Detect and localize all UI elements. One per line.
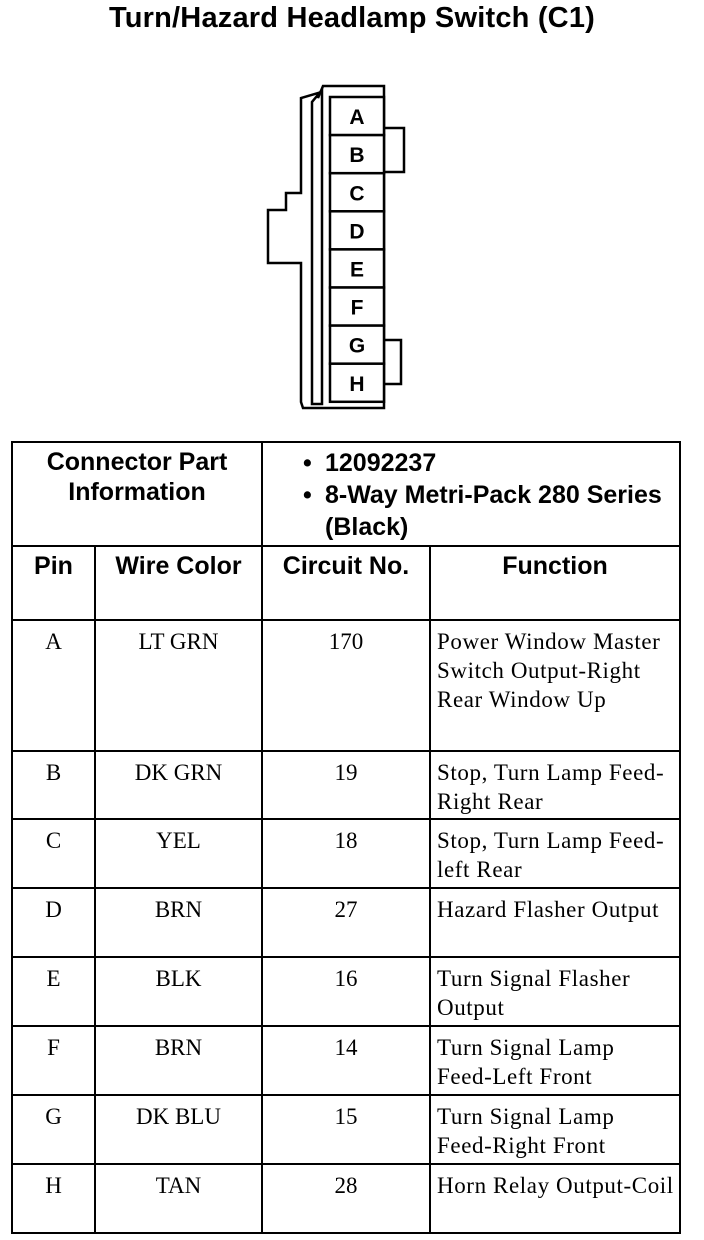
table-row	[12, 888, 680, 957]
wire-color-value: DK BLU	[95, 1095, 262, 1164]
connector-latch-top	[384, 128, 404, 172]
col-pin-header: Pin	[12, 546, 95, 620]
pin-cell-value: B	[12, 751, 95, 819]
function-value: Hazard Flasher Output	[430, 888, 680, 957]
circuit-number-value: 14	[262, 1026, 430, 1095]
table-row	[12, 751, 680, 819]
pin-cell-value: A	[12, 620, 95, 751]
circuit-number-value: 18	[262, 819, 430, 888]
pin-cell-value: D	[12, 888, 95, 957]
connector-part-label: Connector Part Information	[12, 442, 262, 546]
wire-color-value: YEL	[95, 819, 262, 888]
function-value: Turn Signal Lamp Feed-Left Front	[430, 1026, 680, 1095]
circuit-number-value: 170	[262, 620, 430, 751]
wire-color-value: BRN	[95, 888, 262, 957]
wire-color-value: LT GRN	[95, 620, 262, 751]
table-row	[12, 1026, 680, 1095]
pin-label: F	[350, 296, 364, 320]
circuit-number-value: 19	[262, 751, 430, 819]
connector-diagram	[0, 0, 704, 420]
connector-table	[11, 441, 681, 1234]
page-title: Turn/Hazard Headlamp Switch (C1)	[108, 2, 596, 34]
wire-color-value: TAN	[95, 1164, 262, 1233]
pin-label: A	[349, 106, 365, 130]
pin-cell-value: C	[12, 819, 95, 888]
col-function-header: Function	[430, 546, 680, 620]
pin-cell-value: E	[12, 957, 95, 1026]
col-wire-color-header: Wire Color	[95, 546, 262, 620]
table-row	[12, 1095, 680, 1164]
pin-label: D	[349, 220, 365, 244]
wire-color-value: DK GRN	[95, 751, 262, 819]
function-value: Power Window Master Switch Output-Right Rear Window Up	[430, 620, 680, 751]
table-row	[12, 957, 680, 1026]
pin-cell-value: F	[12, 1026, 95, 1095]
connector-part-details	[262, 442, 680, 546]
wire-color-value: BLK	[95, 957, 262, 1026]
part-number: • 12092237	[303, 447, 679, 479]
connector-latch-bottom	[384, 340, 401, 384]
pin-cell-value: H	[12, 1164, 95, 1233]
circuit-number-value: 15	[262, 1095, 430, 1164]
circuit-number-value: 16	[262, 957, 430, 1026]
function-value: Horn Relay Output-Coil	[430, 1164, 680, 1233]
function-value: Turn Signal Flasher Output	[430, 957, 680, 1026]
circuit-number-value: 27	[262, 888, 430, 957]
pin-label: B	[349, 144, 365, 168]
pin-label: E	[349, 258, 365, 282]
function-value: Stop, Turn Lamp Feed-left Rear	[430, 819, 680, 888]
function-value: Turn Signal Lamp Feed-Right Front	[430, 1095, 680, 1164]
connector-inner-wall	[312, 90, 322, 404]
circuit-number-value: 28	[262, 1164, 430, 1233]
table-row	[12, 819, 680, 888]
function-value: Stop, Turn Lamp Feed-Right Rear	[430, 751, 680, 819]
part-series: • 8-Way Metri-Pack 280 Series (Black)	[303, 479, 679, 543]
column-header-row	[12, 546, 680, 620]
col-circuit-header: Circuit No.	[262, 546, 430, 620]
pin-label: G	[348, 334, 366, 358]
wire-color-value: BRN	[95, 1026, 262, 1095]
pin-cell-value: G	[12, 1095, 95, 1164]
table-row	[12, 620, 680, 751]
connector-info-row	[12, 442, 680, 546]
table-row	[12, 1164, 680, 1233]
pin-label: H	[349, 372, 365, 396]
pin-label: C	[349, 182, 365, 206]
